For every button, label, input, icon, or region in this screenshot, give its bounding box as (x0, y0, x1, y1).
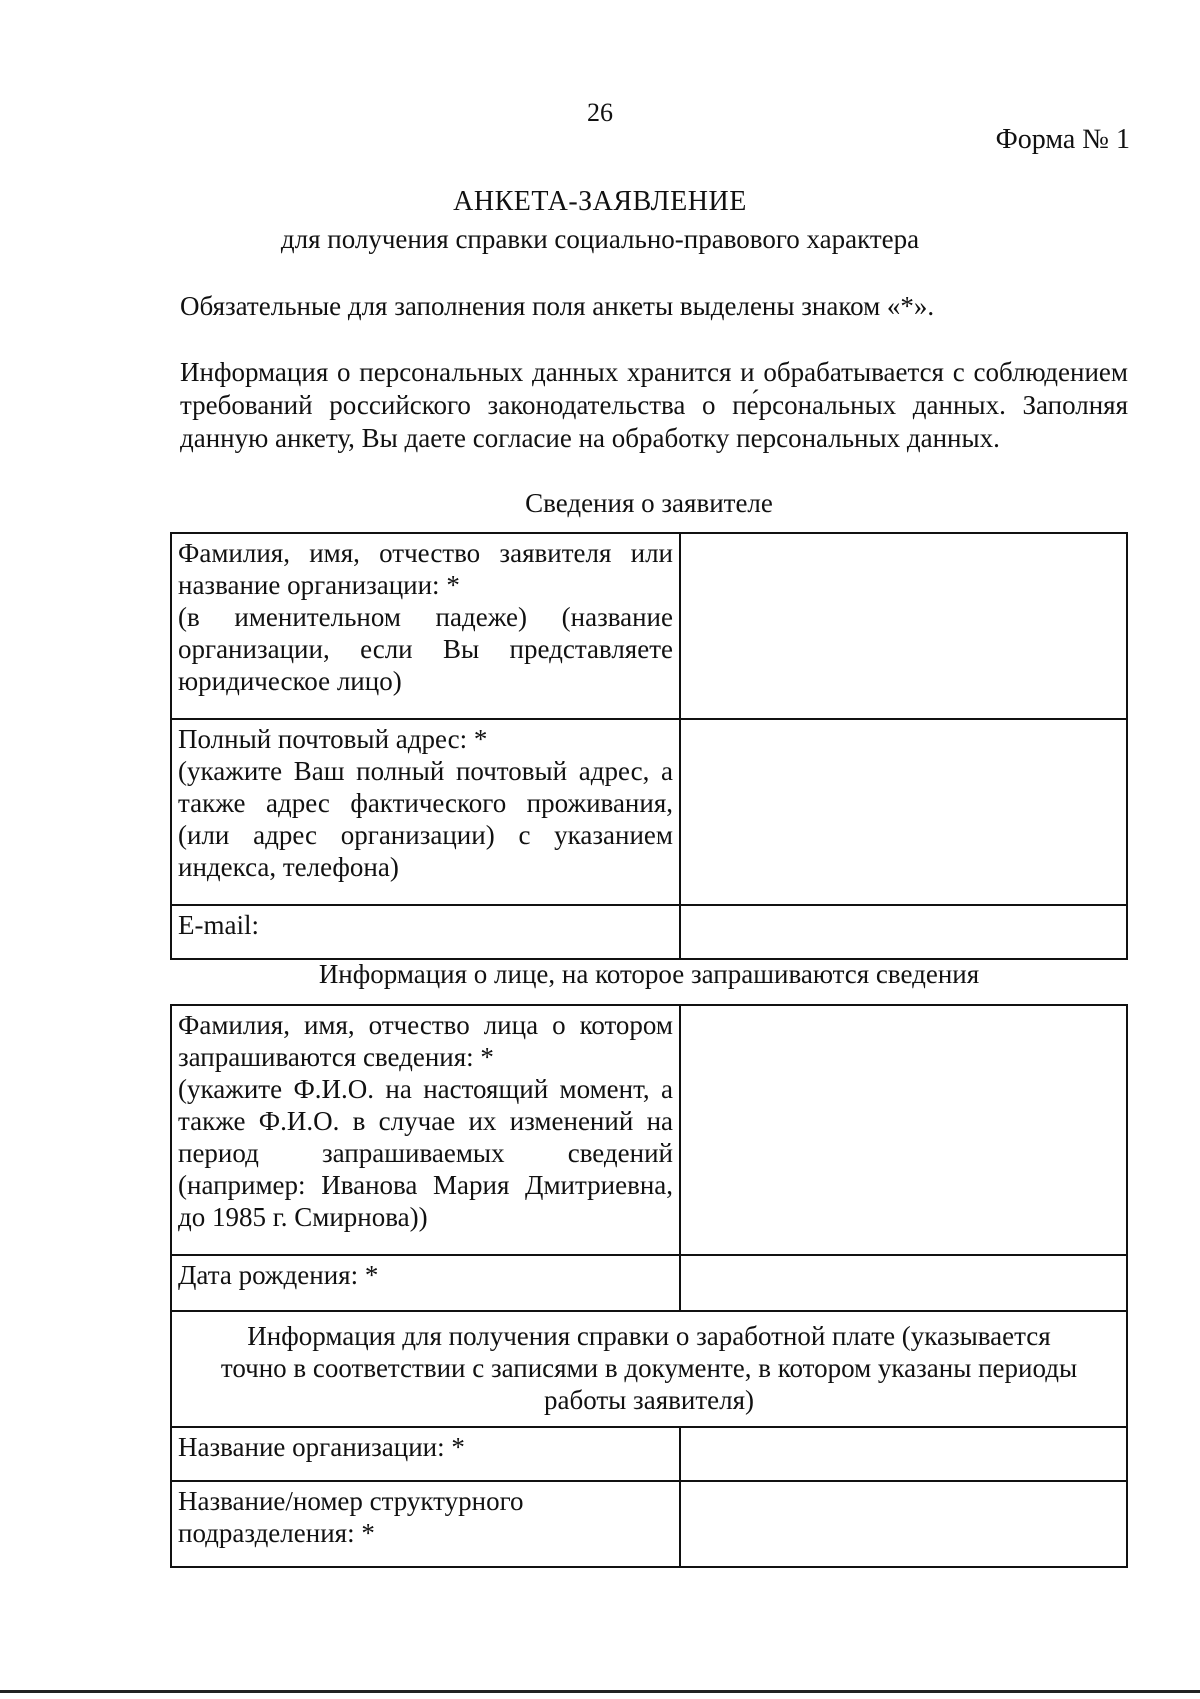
department-label: Название/номер структурного подразделения: * (171, 1481, 680, 1567)
applicant-name-hint: (в именительном падеже) (название организации, если Вы представляете юридическое лицо) (178, 602, 673, 696)
applicant-section-heading: Сведения о заявителе (525, 488, 773, 518)
person-name-hint: (укажите Ф.И.О. на настоящий момент, а также Ф.И.О. в случае их изменений на период запрашиваемых сведений (например: Иванова Мария Дмитриевна, до 1985 г. Смирнова)) (178, 1074, 673, 1232)
postal-address-field[interactable] (680, 719, 1127, 905)
applicant-name-row (171, 533, 1127, 719)
applicant-name-label-text: Фамилия, имя, отчество заявителя или название организации: * (178, 538, 673, 600)
person-table (170, 1004, 1128, 1568)
email-field[interactable] (680, 905, 1127, 959)
organization-name-field[interactable] (680, 1427, 1127, 1481)
person-name-row (171, 1005, 1127, 1255)
person-section-heading: Информация о лице, на которое запрашиваются сведения (318, 959, 980, 989)
page-bottom-edge (0, 1690, 1200, 1693)
department-row (171, 1481, 1127, 1567)
salary-info-heading: Информация для получения справки о заработной плате (указывается точно в соответствии с записями в документе, в котором указаны периоды работы заявителя) (171, 1311, 1127, 1427)
salary-info-row (171, 1311, 1127, 1427)
email-label: E-mail: (171, 905, 680, 959)
birth-date-label: Дата рождения: * (171, 1255, 680, 1311)
applicant-table (170, 532, 1128, 960)
document-subtitle: для получения справки социально-правового характера (280, 224, 920, 254)
postal-address-label (171, 719, 680, 905)
privacy-note: Информация о персональных данных хранится и обрабатывается с соблюдением требований российского законодательства о пе́рсональных данных. Заполняя данную анкету, Вы даете согласие на обработку персональных данных. (180, 357, 1128, 453)
birth-date-field[interactable] (680, 1255, 1127, 1311)
form-number: Форма № 1 (995, 124, 1130, 155)
page-number: 26 (587, 98, 613, 127)
required-fields-note: Обязательные для заполнения поля анкеты выделены знаком «*». (180, 291, 935, 321)
person-name-label-text: Фамилия, имя, отчество лица о котором запрашиваются сведения: * (178, 1010, 673, 1072)
person-name-label (171, 1005, 680, 1255)
postal-address-row (171, 719, 1127, 905)
postal-address-label-text: Полный почтовый адрес: * (178, 724, 488, 754)
department-field[interactable] (680, 1481, 1127, 1567)
document-title: АНКЕТА-ЗАЯВЛЕНИЕ (453, 186, 747, 217)
birth-date-row (171, 1255, 1127, 1311)
postal-address-hint: (укажите Ваш полный почтовый адрес, а также адрес фактического проживания, (или адрес организации) с указанием индекса, телефона) (178, 756, 673, 882)
applicant-name-field[interactable] (680, 533, 1127, 719)
organization-name-label: Название организации: * (171, 1427, 680, 1481)
email-row (171, 905, 1127, 959)
organization-name-row (171, 1427, 1127, 1481)
person-name-field[interactable] (680, 1005, 1127, 1255)
applicant-name-label (171, 533, 680, 719)
